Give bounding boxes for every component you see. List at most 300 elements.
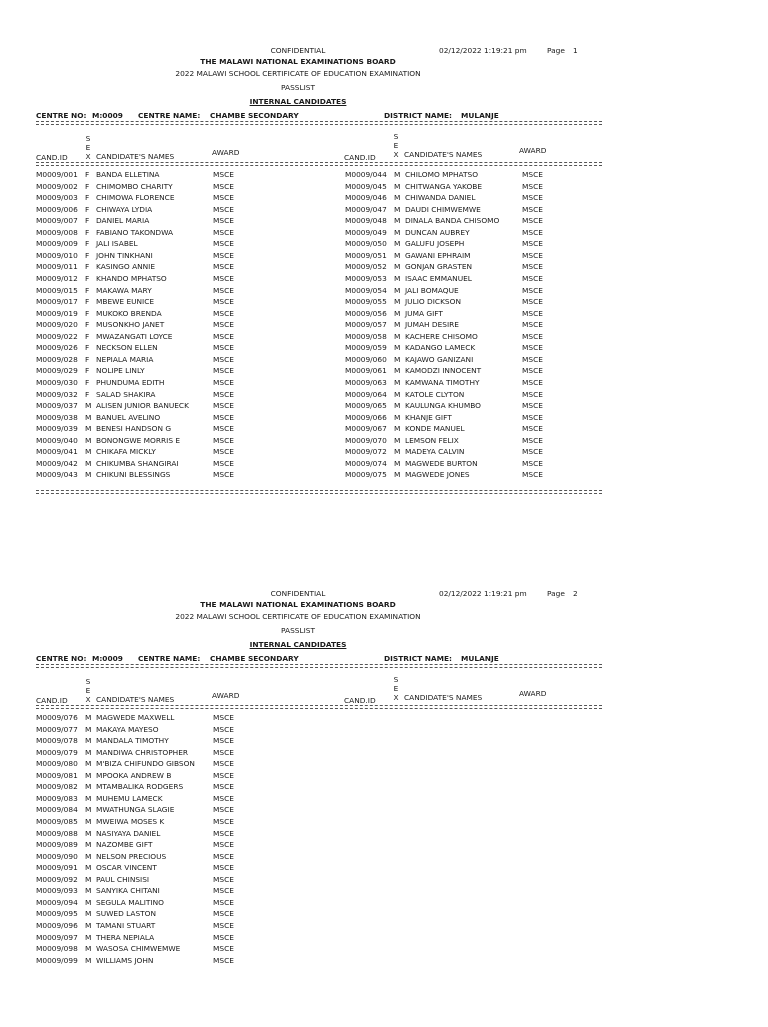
candidate-sex: F bbox=[85, 181, 90, 191]
candidate-name: TAMANI STUART bbox=[96, 920, 156, 930]
candidate-sex: M bbox=[85, 897, 92, 907]
candidate-sex: M bbox=[85, 851, 92, 861]
centre-no-label: CENTRE NO: bbox=[36, 111, 87, 120]
candidate-sex: F bbox=[85, 262, 90, 272]
cand-id: M0009/061 bbox=[345, 366, 387, 376]
candidate-award: MSCE bbox=[213, 297, 234, 307]
col-header-sex-left bbox=[84, 677, 92, 704]
candidate-name: DAUDI CHIMWEMWE bbox=[405, 204, 481, 214]
candidate-name: THERA NEPIALA bbox=[96, 932, 155, 942]
cand-id: M0009/066 bbox=[345, 412, 387, 422]
candidate-sex: M bbox=[394, 204, 401, 214]
centre-name-label: CENTRE NAME: bbox=[138, 111, 201, 120]
candidate-name: JUMAH DESIRE bbox=[405, 320, 459, 330]
table-row bbox=[345, 250, 575, 262]
candidate-name: MAGWEDE MAXWELL bbox=[96, 713, 175, 722]
cand-id: M0009/019 bbox=[36, 308, 78, 318]
candidate-sex: M bbox=[394, 273, 401, 283]
candidate-award: MSCE bbox=[522, 377, 543, 387]
candidate-award: MSCE bbox=[213, 736, 234, 746]
centre-no: M:0009 bbox=[92, 111, 123, 120]
candidate-sex: F bbox=[85, 170, 90, 179]
table-row bbox=[36, 215, 266, 227]
candidate-name: CHIKUNI BLESSINGS bbox=[96, 470, 171, 480]
candidate-name: KATOLE CLYTON bbox=[405, 389, 465, 399]
candidate-award: MSCE bbox=[213, 955, 234, 965]
sex-letter: X bbox=[85, 695, 91, 704]
candidate-sex: F bbox=[85, 377, 90, 387]
col-header-names-right: CANDIDATE'S NAMES bbox=[404, 150, 483, 159]
table-row bbox=[345, 169, 575, 181]
cand-id: M0009/044 bbox=[345, 170, 387, 179]
candidate-award: MSCE bbox=[522, 354, 543, 364]
candidate-sex: M bbox=[85, 955, 92, 965]
candidate-sex: M bbox=[394, 308, 401, 318]
passlist-page bbox=[0, 587, 768, 1027]
candidate-sex: M bbox=[85, 424, 92, 434]
candidate-sex: M bbox=[85, 805, 92, 815]
page-label: Page bbox=[547, 46, 565, 55]
candidate-name: SEGULA MALITINO bbox=[96, 897, 164, 907]
candidate-name: MAKAWA MARY bbox=[96, 285, 152, 295]
candidate-award: MSCE bbox=[213, 331, 234, 341]
candidate-sex: M bbox=[85, 909, 92, 919]
table-row bbox=[36, 770, 266, 782]
candidate-sex: M bbox=[85, 932, 92, 942]
table-row bbox=[36, 885, 266, 897]
candidate-sex: M bbox=[85, 724, 92, 734]
candidate-award: MSCE bbox=[213, 840, 234, 850]
cand-id: M0009/064 bbox=[345, 389, 387, 399]
candidate-name: SALAD SHAKIRA bbox=[96, 389, 156, 399]
candidate-name: JULIO DICKSON bbox=[405, 297, 461, 307]
table-row bbox=[345, 446, 575, 458]
print-timestamp: 02/12/2022 1:19:21 pm bbox=[439, 46, 527, 55]
table-row bbox=[36, 389, 266, 401]
cand-id: M0009/094 bbox=[36, 897, 78, 907]
cand-id: M0009/084 bbox=[36, 805, 78, 815]
district-label: DISTRICT NAME: bbox=[384, 654, 452, 663]
table-row bbox=[36, 469, 266, 481]
cand-id: M0009/065 bbox=[345, 401, 387, 410]
candidate-name: JOHN TINKHANI bbox=[96, 250, 153, 260]
table-row bbox=[345, 365, 575, 377]
table-row bbox=[36, 285, 266, 297]
candidate-name: GALUFU JOSEPH bbox=[405, 239, 465, 249]
table-row bbox=[36, 724, 266, 736]
district-name: MULANJE bbox=[461, 111, 499, 120]
cand-id: M0009/078 bbox=[36, 736, 78, 746]
cand-id: M0009/055 bbox=[345, 297, 387, 307]
cand-id: M0009/039 bbox=[36, 424, 78, 434]
candidate-name: NELSON PRECIOUS bbox=[96, 851, 167, 861]
candidate-name: NOLIPE LINLY bbox=[96, 366, 145, 376]
cand-id: M0009/010 bbox=[36, 250, 78, 260]
table-row bbox=[36, 458, 266, 470]
passlist-page bbox=[0, 44, 768, 484]
candidate-sex: M bbox=[85, 770, 92, 780]
cand-id: M0009/022 bbox=[36, 331, 78, 341]
candidate-name: KADANGO LAMECK bbox=[405, 343, 476, 353]
candidate-sex: F bbox=[85, 297, 90, 307]
cand-id: M0009/085 bbox=[36, 816, 78, 826]
candidate-award: MSCE bbox=[213, 886, 234, 896]
col-header-award-left: AWARD bbox=[212, 691, 240, 700]
column-header-rule bbox=[36, 162, 602, 166]
candidate-award: MSCE bbox=[213, 816, 234, 826]
table-row bbox=[345, 342, 575, 354]
candidate-name: KACHERE CHISOMO bbox=[405, 331, 478, 341]
candidate-award: MSCE bbox=[522, 285, 543, 295]
candidate-award: MSCE bbox=[522, 308, 543, 318]
cand-id: M0009/058 bbox=[345, 331, 387, 341]
sex-letter: S bbox=[85, 677, 91, 686]
col-header-names-left: CANDIDATE'S NAMES bbox=[96, 152, 175, 161]
table-row bbox=[345, 261, 575, 273]
candidate-sex: F bbox=[85, 216, 90, 226]
cand-id: M0009/020 bbox=[36, 320, 78, 330]
candidate-award: MSCE bbox=[213, 920, 234, 930]
table-row bbox=[345, 238, 575, 250]
table-row bbox=[36, 897, 266, 909]
candidate-sex: M bbox=[85, 920, 92, 930]
candidate-sex: M bbox=[394, 389, 401, 399]
candidate-sex: F bbox=[85, 250, 90, 260]
col-header-sex-right bbox=[392, 132, 400, 159]
candidate-award: MSCE bbox=[522, 458, 543, 468]
candidate-award: MSCE bbox=[213, 227, 234, 237]
table-row bbox=[345, 308, 575, 320]
cand-id: M0009/091 bbox=[36, 863, 78, 873]
table-row bbox=[36, 712, 266, 724]
candidate-award: MSCE bbox=[522, 320, 543, 330]
candidate-award: MSCE bbox=[522, 181, 543, 191]
candidate-award: MSCE bbox=[213, 435, 234, 445]
table-row bbox=[36, 747, 266, 759]
cand-id: M0009/081 bbox=[36, 770, 78, 780]
table-row bbox=[36, 828, 266, 840]
cand-id: M0009/026 bbox=[36, 343, 78, 353]
candidate-name: BANUEL AVELINO bbox=[96, 412, 161, 422]
candidate-name: BENESI HANDSON G bbox=[96, 424, 172, 434]
candidate-award: MSCE bbox=[522, 204, 543, 214]
candidate-sex: M bbox=[85, 782, 92, 792]
cand-id: M0009/083 bbox=[36, 793, 78, 803]
candidate-sex: M bbox=[85, 447, 92, 457]
cand-id: M0009/095 bbox=[36, 909, 78, 919]
candidate-award: MSCE bbox=[522, 273, 543, 283]
table-row bbox=[36, 319, 266, 331]
table-row bbox=[36, 412, 266, 424]
candidate-name: MUKOKO BRENDA bbox=[96, 308, 162, 318]
board-title: THE MALAWI NATIONAL EXAMINATIONS BOARD bbox=[200, 57, 396, 66]
candidate-name: BONONGWE MORRIS E bbox=[96, 435, 181, 445]
candidate-sex: M bbox=[85, 759, 92, 769]
candidate-award: MSCE bbox=[213, 458, 234, 468]
candidate-name: MAGWEDE BURTON bbox=[405, 458, 478, 468]
candidate-name: BANDA ELLETINA bbox=[96, 170, 160, 179]
table-row bbox=[36, 446, 266, 458]
candidate-sex: M bbox=[85, 713, 92, 722]
table-row bbox=[345, 192, 575, 204]
candidate-name: JALI BOMAQUE bbox=[405, 285, 459, 295]
candidate-sex: M bbox=[85, 944, 92, 953]
sex-letter: S bbox=[393, 675, 399, 684]
table-row bbox=[345, 400, 575, 412]
table-row bbox=[36, 435, 266, 447]
candidate-sex: M bbox=[394, 216, 401, 226]
candidate-sex: M bbox=[394, 354, 401, 364]
table-row bbox=[36, 331, 266, 343]
table-row bbox=[36, 204, 266, 216]
cand-id: M0009/093 bbox=[36, 886, 78, 896]
list-title: PASSLIST bbox=[281, 83, 315, 92]
candidate-sex: M bbox=[85, 874, 92, 884]
candidate-sex: M bbox=[85, 435, 92, 445]
candidate-sex: M bbox=[85, 840, 92, 850]
candidate-sex: F bbox=[85, 204, 90, 214]
candidate-sex: M bbox=[394, 412, 401, 422]
candidate-award: MSCE bbox=[213, 424, 234, 434]
candidate-name: JALI ISABEL bbox=[96, 239, 138, 249]
centre-name: CHAMBE SECONDARY bbox=[210, 654, 299, 663]
cand-id: M0009/088 bbox=[36, 828, 78, 838]
candidate-award: MSCE bbox=[522, 262, 543, 272]
candidate-sex: M bbox=[85, 816, 92, 826]
category-title: INTERNAL CANDIDATES bbox=[249, 640, 347, 649]
table-row bbox=[36, 816, 266, 828]
candidate-sex: M bbox=[85, 886, 92, 896]
cand-id: M0009/098 bbox=[36, 944, 78, 953]
candidate-award: MSCE bbox=[522, 389, 543, 399]
col-header-award-right: AWARD bbox=[519, 689, 547, 698]
candidate-name: MUSONKHO JANET bbox=[96, 320, 165, 330]
page-number: 2 bbox=[573, 589, 578, 598]
cand-id: M0009/009 bbox=[36, 239, 78, 249]
table-row bbox=[36, 169, 266, 181]
candidate-name: DANIEL MARIA bbox=[96, 216, 150, 226]
table-row bbox=[345, 204, 575, 216]
candidate-name: KAMWANA TIMOTHY bbox=[405, 377, 480, 387]
candidate-award: MSCE bbox=[213, 320, 234, 330]
candidate-award: MSCE bbox=[213, 828, 234, 838]
candidate-name: OSCAR VINCENT bbox=[96, 863, 157, 873]
cand-id: M0009/082 bbox=[36, 782, 78, 792]
candidate-name: MPOOKA ANDREW B bbox=[96, 770, 172, 780]
candidate-sex: M bbox=[394, 250, 401, 260]
candidate-award: MSCE bbox=[213, 909, 234, 919]
cand-id: M0009/067 bbox=[345, 424, 387, 434]
candidate-sex: M bbox=[394, 331, 401, 341]
sex-letter: E bbox=[393, 141, 399, 150]
cand-id: M0009/006 bbox=[36, 204, 78, 214]
cand-id: M0009/089 bbox=[36, 840, 78, 850]
cand-id: M0009/099 bbox=[36, 955, 78, 965]
cand-id: M0009/080 bbox=[36, 759, 78, 769]
candidate-sex: M bbox=[394, 181, 401, 191]
cand-id: M0009/045 bbox=[345, 181, 387, 191]
candidate-sex: F bbox=[85, 389, 90, 399]
candidate-award: MSCE bbox=[522, 216, 543, 226]
candidate-sex: M bbox=[394, 377, 401, 387]
cand-id: M0009/030 bbox=[36, 377, 78, 387]
candidate-award: MSCE bbox=[522, 227, 543, 237]
column-header-rule bbox=[36, 705, 602, 709]
candidate-sex: F bbox=[85, 331, 90, 341]
candidate-award: MSCE bbox=[213, 308, 234, 318]
candidate-name: MAGWEDE JONES bbox=[405, 470, 470, 480]
table-row bbox=[36, 908, 266, 920]
candidate-award: MSCE bbox=[213, 851, 234, 861]
candidate-award: MSCE bbox=[213, 262, 234, 272]
table-row bbox=[36, 227, 266, 239]
candidate-name: MANDALA TIMOTHY bbox=[96, 736, 169, 746]
candidate-name: SUWED LASTON bbox=[96, 909, 157, 919]
table-row bbox=[36, 342, 266, 354]
candidate-sex: M bbox=[394, 227, 401, 237]
candidate-sex: M bbox=[85, 747, 92, 757]
col-header-cand-id-right: CAND.ID bbox=[344, 696, 376, 705]
candidate-name: M'BIZA CHIFUNDO GIBSON bbox=[96, 759, 195, 769]
centre-no-label: CENTRE NO: bbox=[36, 654, 87, 663]
table-row bbox=[345, 181, 575, 193]
candidate-sex: M bbox=[394, 297, 401, 307]
col-header-award-left: AWARD bbox=[212, 148, 240, 157]
candidate-name: PHUNDUMA EDITH bbox=[96, 377, 165, 387]
candidate-sex: M bbox=[85, 401, 92, 410]
candidate-sex: F bbox=[85, 366, 90, 376]
table-row bbox=[36, 804, 266, 816]
district-label: DISTRICT NAME: bbox=[384, 111, 452, 120]
exam-title: 2022 MALAWI SCHOOL CERTIFICATE OF EDUCATION EXAMINATION bbox=[175, 612, 421, 621]
candidate-award: MSCE bbox=[213, 447, 234, 457]
candidate-name: CHIWANDA DANIEL bbox=[405, 193, 476, 203]
table-row bbox=[345, 412, 575, 424]
cand-id: M0009/017 bbox=[36, 297, 78, 307]
cand-id: M0009/029 bbox=[36, 366, 78, 376]
candidate-award: MSCE bbox=[213, 782, 234, 792]
table-row bbox=[36, 308, 266, 320]
cand-id: M0009/043 bbox=[36, 470, 78, 480]
cand-id: M0009/059 bbox=[345, 343, 387, 353]
table-row bbox=[36, 296, 266, 308]
page-label: Page bbox=[547, 589, 565, 598]
candidate-name: JUMA GIFT bbox=[405, 308, 443, 318]
candidate-name: NAZOMBE GIFT bbox=[96, 840, 153, 850]
candidate-award: MSCE bbox=[213, 470, 234, 480]
cand-id: M0009/049 bbox=[345, 227, 387, 237]
sex-letter: E bbox=[85, 143, 91, 152]
candidate-sex: M bbox=[394, 193, 401, 203]
table-row bbox=[36, 192, 266, 204]
cand-id: M0009/057 bbox=[345, 320, 387, 330]
candidate-name: DINALA BANDA CHISOMO bbox=[405, 216, 500, 226]
candidate-award: MSCE bbox=[213, 713, 234, 722]
candidate-name: KHANDO MPHATSO bbox=[96, 273, 167, 283]
candidate-sex: M bbox=[85, 793, 92, 803]
table-row bbox=[36, 851, 266, 863]
candidate-name: KAULUNGA KHUMBO bbox=[405, 401, 481, 410]
cand-id: M0009/074 bbox=[345, 458, 387, 468]
candidate-sex: M bbox=[85, 736, 92, 746]
candidate-award: MSCE bbox=[213, 273, 234, 283]
col-header-cand-id-left: CAND.ID bbox=[36, 696, 68, 705]
table-row bbox=[36, 365, 266, 377]
candidate-name: MWAZANGATI LOYCE bbox=[96, 331, 173, 341]
cand-id: M0009/056 bbox=[345, 308, 387, 318]
table-row bbox=[345, 273, 575, 285]
cand-id: M0009/047 bbox=[345, 204, 387, 214]
cand-id: M0009/053 bbox=[345, 273, 387, 283]
candidate-award: MSCE bbox=[213, 805, 234, 815]
table-row bbox=[36, 181, 266, 193]
candidate-award: MSCE bbox=[213, 863, 234, 873]
cand-id: M0009/041 bbox=[36, 447, 78, 457]
candidate-name: MUHEMU LAMECK bbox=[96, 793, 163, 803]
candidate-sex: M bbox=[394, 170, 401, 179]
candidate-name: ISAAC EMMANUEL bbox=[405, 273, 472, 283]
candidate-sex: M bbox=[394, 447, 401, 457]
cand-id: M0009/003 bbox=[36, 193, 78, 203]
cand-id: M0009/060 bbox=[345, 354, 387, 364]
centre-name: CHAMBE SECONDARY bbox=[210, 111, 299, 120]
candidate-award: MSCE bbox=[213, 193, 234, 203]
table-row bbox=[345, 458, 575, 470]
board-title: THE MALAWI NATIONAL EXAMINATIONS BOARD bbox=[200, 600, 396, 609]
cand-id: M0009/079 bbox=[36, 747, 78, 757]
candidate-sex: F bbox=[85, 227, 90, 237]
sex-letter: X bbox=[85, 152, 91, 161]
candidate-sex: F bbox=[85, 320, 90, 330]
candidate-award: MSCE bbox=[213, 285, 234, 295]
table-row bbox=[345, 389, 575, 401]
table-row bbox=[36, 920, 266, 932]
table-row bbox=[36, 758, 266, 770]
candidate-award: MSCE bbox=[213, 366, 234, 376]
candidate-sex: M bbox=[85, 458, 92, 468]
candidate-name: WASOSA CHIMWEMWE bbox=[96, 944, 181, 953]
candidate-name: MBEWE EUNICE bbox=[96, 297, 155, 307]
candidate-award: MSCE bbox=[213, 793, 234, 803]
candidate-name: SANYIKA CHITANI bbox=[96, 886, 160, 896]
table-row bbox=[36, 943, 266, 955]
candidate-sex: M bbox=[394, 470, 401, 480]
sex-letter: S bbox=[393, 132, 399, 141]
candidate-name: KHANJE GIFT bbox=[405, 412, 452, 422]
candidate-name: MANDIWA CHRISTOPHER bbox=[96, 747, 189, 757]
candidate-sex: M bbox=[394, 401, 401, 410]
table-row bbox=[345, 331, 575, 343]
candidate-name: DUNCAN AUBREY bbox=[405, 227, 470, 237]
sex-letter: E bbox=[85, 686, 91, 695]
table-row bbox=[345, 423, 575, 435]
candidate-name: MWATHUNGA SLAGIE bbox=[96, 805, 175, 815]
col-header-cand-id-right: CAND.ID bbox=[344, 153, 376, 162]
candidate-award: MSCE bbox=[213, 354, 234, 364]
candidate-sex: M bbox=[394, 320, 401, 330]
header-rule bbox=[36, 121, 602, 125]
cand-id: M0009/028 bbox=[36, 354, 78, 364]
table-row bbox=[36, 354, 266, 366]
candidate-sex: F bbox=[85, 354, 90, 364]
cand-id: M0009/011 bbox=[36, 262, 78, 272]
candidate-award: MSCE bbox=[213, 874, 234, 884]
table-row bbox=[36, 874, 266, 886]
candidate-award: MSCE bbox=[522, 170, 543, 179]
candidate-award: MSCE bbox=[522, 193, 543, 203]
candidate-award: MSCE bbox=[522, 343, 543, 353]
centre-name-label: CENTRE NAME: bbox=[138, 654, 201, 663]
